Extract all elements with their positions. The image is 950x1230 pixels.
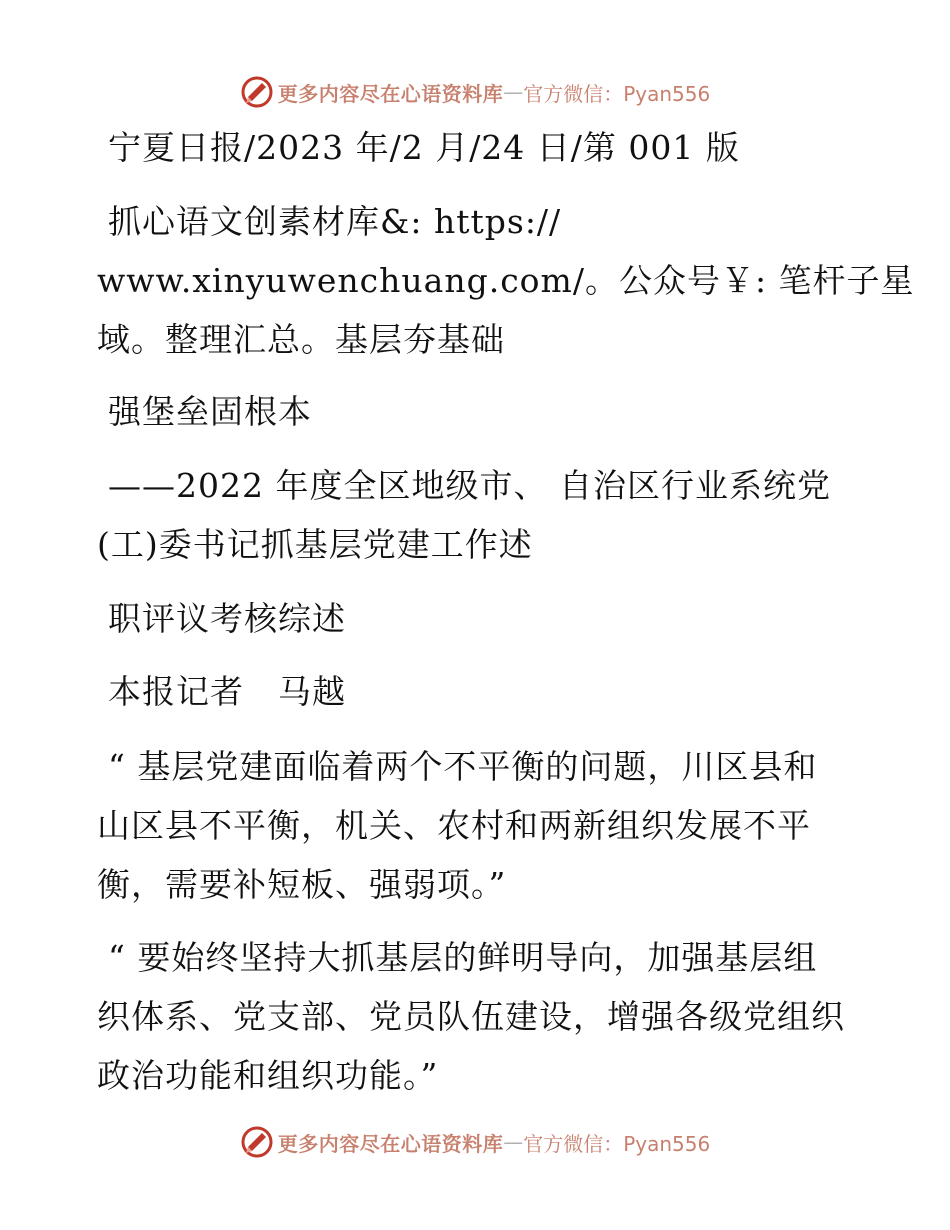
paragraph-2-line-3: 政治功能和组织功能。” [97,1056,439,1095]
source-line-1: 抓心语文创素材库&: https:// [108,202,562,241]
source-line-3: 域。整理汇总。基层夯基础 [97,320,505,359]
paragraph-1-line-3: 衡，需要补短板、强弱项。” [97,865,507,904]
paragraph-2-line-1: “ 要始终坚持大抓基层的鲜明导向，加强基层组 [108,938,818,977]
watermark-brand: 更多内容尽在心语资料库 [277,1131,504,1156]
subtitle-line-2: (工)委书记抓基层党建工作述 [97,525,533,564]
headline: 强堡垒固根本 [108,392,312,431]
paragraph-1-line-1: “ 基层党建面临着两个不平衡的问题，川区县和 [108,747,818,786]
watermark-brand: 更多内容尽在心语资料库 [277,81,504,106]
subtitle-line-3: 职评议考核综述 [108,599,346,638]
footer-watermark [0,1122,950,1162]
paragraph-1-line-2: 山区县不平衡，机关、农村和两新组织发展不平 [97,806,811,845]
brand-logo-icon [240,75,274,109]
source-line-2: www.xinyuwenchuang.com/。公众号￥: 笔杆子星 [97,261,915,300]
byline: 本报记者 马越 [108,672,346,711]
watermark-separator: — [503,80,524,104]
watermark-contact: 官方微信：Pyan556 [523,81,711,106]
watermark-contact: 官方微信：Pyan556 [523,1131,711,1156]
subtitle-line-1: ——2022 年度全区地级市、 自治区行业系统党 [108,466,831,505]
paragraph-2-line-2: 织体系、党支部、党员队伍建设，增强各级党组织 [97,997,845,1036]
brand-logo-icon [240,1125,274,1159]
masthead: 宁夏日报/2023 年/2 月/24 日/第 001 版 [108,128,740,167]
watermark-separator: — [503,1130,524,1154]
header-watermark [0,72,950,112]
